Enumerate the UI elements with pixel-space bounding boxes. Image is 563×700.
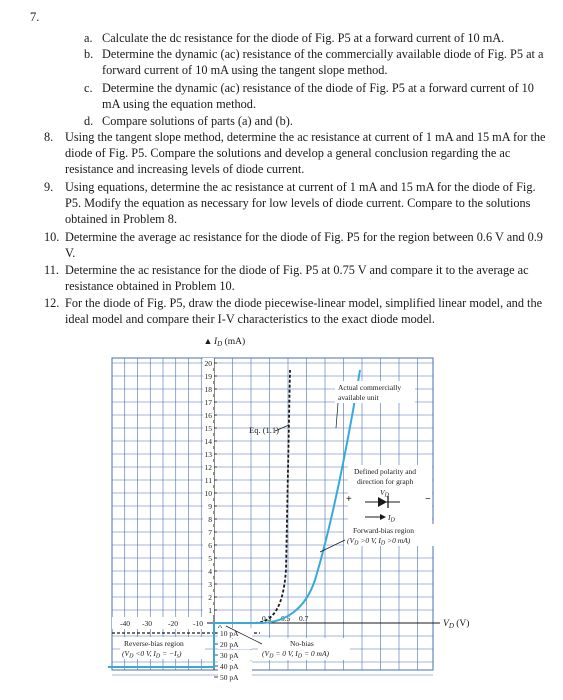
plus-sign: + bbox=[346, 494, 352, 505]
question-label: 9. bbox=[44, 180, 54, 194]
question-text: Determine the average ac resistance for the diode of Fig. P5 for the region between 0.6 V and 0.9 V. bbox=[65, 230, 543, 260]
rev-tick-label: 40 pA bbox=[220, 662, 239, 671]
forward-label-2: ($V_D >0$ V, $I_D >0$ mA) bbox=[347, 536, 411, 547]
subpart-text: Compare solutions of parts (a) and (b). bbox=[102, 114, 293, 128]
reverse-label-1: Reverse-bias region bbox=[124, 639, 184, 648]
y-tick-label: 12 bbox=[204, 463, 212, 472]
svg-text:▲: ▲ bbox=[203, 336, 213, 346]
question-label: 10. bbox=[44, 230, 60, 244]
question-label: 11. bbox=[44, 263, 59, 277]
nobias-label-2: ($V_D = 0$ V, $I_D = 0$ mA) bbox=[262, 649, 330, 660]
pos-x-tick-label: 0.7 bbox=[299, 614, 309, 623]
minus-sign: − bbox=[425, 494, 431, 505]
forward-label-1: Forward-bias region bbox=[353, 526, 415, 535]
question-12 bbox=[44, 295, 549, 327]
question-8 bbox=[44, 129, 549, 177]
rev-tick-label: 10 pA bbox=[220, 629, 239, 638]
y-axis-label bbox=[204, 336, 246, 348]
y-tick-label: 14 bbox=[204, 437, 212, 446]
question-9 bbox=[44, 179, 549, 227]
subpart-d bbox=[84, 113, 544, 129]
neg-x-tick-label: -20 bbox=[168, 619, 178, 628]
actual-leader bbox=[336, 403, 338, 428]
question-label: 8. bbox=[44, 130, 54, 144]
y-tick-label: 11 bbox=[204, 476, 212, 485]
y-tick-label: 4 bbox=[208, 567, 212, 576]
vd-label: $V_D$ bbox=[380, 488, 389, 499]
reverse-label-2: ($V_D <0$ V, $I_D = -I_s$) bbox=[122, 649, 182, 660]
rev-tick-label: 30 pA bbox=[220, 651, 239, 660]
y-tick-label: 17 bbox=[204, 398, 212, 407]
y-tick-label: 2 bbox=[208, 593, 212, 602]
question-text: For the diode of Fig. P5, draw the diode piecewise-linear model, simplified linear model, and the ideal model and compare their I-V characteristics to the exact diode model. bbox=[65, 296, 543, 326]
y-tick-label: 6 bbox=[208, 541, 212, 550]
question-text: Determine the ac resistance for the diode of Fig. P5 at 0.75 V and compare it to the average ac resistance obtained in Problem 10. bbox=[65, 263, 529, 293]
y-tick-label: 3 bbox=[208, 580, 212, 589]
subpart-label: a. bbox=[84, 31, 93, 45]
pos-x-tick-label: 0.3 bbox=[262, 614, 272, 623]
y-tick-label: 18 bbox=[204, 385, 212, 394]
y-tick-label: 1 bbox=[208, 606, 212, 615]
subpart-a bbox=[84, 30, 544, 46]
question-text: Using equations, determine the ac resistance at current of 1 mA and 15 mA for the diode of Fig. P5. Modify the equation as necessary for low levels of diode current. Compare to the solutions obtained in Problem 8. bbox=[65, 180, 536, 226]
y-tick-label: 19 bbox=[204, 372, 212, 381]
rev-tick-label: 20 pA bbox=[220, 640, 239, 649]
diode-characteristic-figure bbox=[0, 330, 563, 700]
subpart-label: b. bbox=[84, 47, 94, 61]
rev-tick-label: 50 pA bbox=[220, 673, 239, 682]
eq-label: Eq. (1.1) bbox=[249, 425, 279, 435]
y-tick-label: 7 bbox=[208, 528, 212, 537]
y-tick-label: 16 bbox=[204, 411, 212, 420]
x-axis-label: $V_D$ (V) bbox=[443, 619, 470, 630]
nobias-label-1: No-bias bbox=[290, 639, 314, 648]
subpart-b bbox=[84, 46, 544, 78]
eq-1-1-curve bbox=[255, 370, 290, 623]
subpart-label: d. bbox=[84, 114, 94, 128]
id-label: $I_D$ bbox=[388, 513, 395, 524]
neg-x-tick-label: -40 bbox=[120, 619, 130, 628]
y-tick-label: 9 bbox=[208, 502, 212, 511]
subpart-c bbox=[84, 80, 544, 112]
neg-x-tick-label: -10 bbox=[193, 619, 203, 628]
y-tick-label: 8 bbox=[208, 515, 212, 524]
subpart-label: c. bbox=[84, 81, 93, 95]
question-label: 12. bbox=[44, 296, 60, 310]
pos-x-tick-label: 0.5 bbox=[281, 614, 291, 623]
y-tick-labels bbox=[203, 358, 217, 615]
subpart-text: Determine the dynamic (ac) resistance of the commercially available diode of Fig. P5 at a forward current of 10 mA using the tangent slope method. bbox=[102, 47, 544, 77]
y-tick-label: 15 bbox=[204, 424, 212, 433]
polarity-label-2: direction for graph bbox=[357, 477, 414, 486]
polarity-label-1: Defined polarity and bbox=[354, 467, 417, 476]
problem-number: 7. bbox=[30, 10, 40, 24]
svg-text:ID (mA): $I_D$ (mA) bbox=[214, 337, 246, 348]
y-tick-label: 5 bbox=[208, 554, 212, 563]
y-tick-label: 20 bbox=[204, 359, 212, 368]
question-text: Using the tangent slope method, determine the ac resistance at current of 1 mA and 15 mA for the diode of Fig. P5. Compare the solutions and develop a general conclusion regarding the ac resistance and increasing levels of diode current. bbox=[65, 130, 546, 176]
question-10 bbox=[44, 229, 549, 261]
actual-label-2: available unit bbox=[338, 393, 379, 402]
subpart-text: Determine the dynamic (ac) resistance of the diode of Fig. P5 at a forward current of 10 mA using the equation method. bbox=[102, 81, 534, 111]
actual-label-1: Actual commercially bbox=[338, 383, 402, 392]
question-11 bbox=[44, 262, 549, 294]
subpart-text: Calculate the dc resistance for the diode of Fig. P5 at a forward current of 10 mA. bbox=[102, 31, 505, 45]
neg-x-tick-label: -30 bbox=[142, 619, 152, 628]
y-tick-label: 13 bbox=[204, 450, 212, 459]
y-tick-label: 10 bbox=[204, 489, 212, 498]
